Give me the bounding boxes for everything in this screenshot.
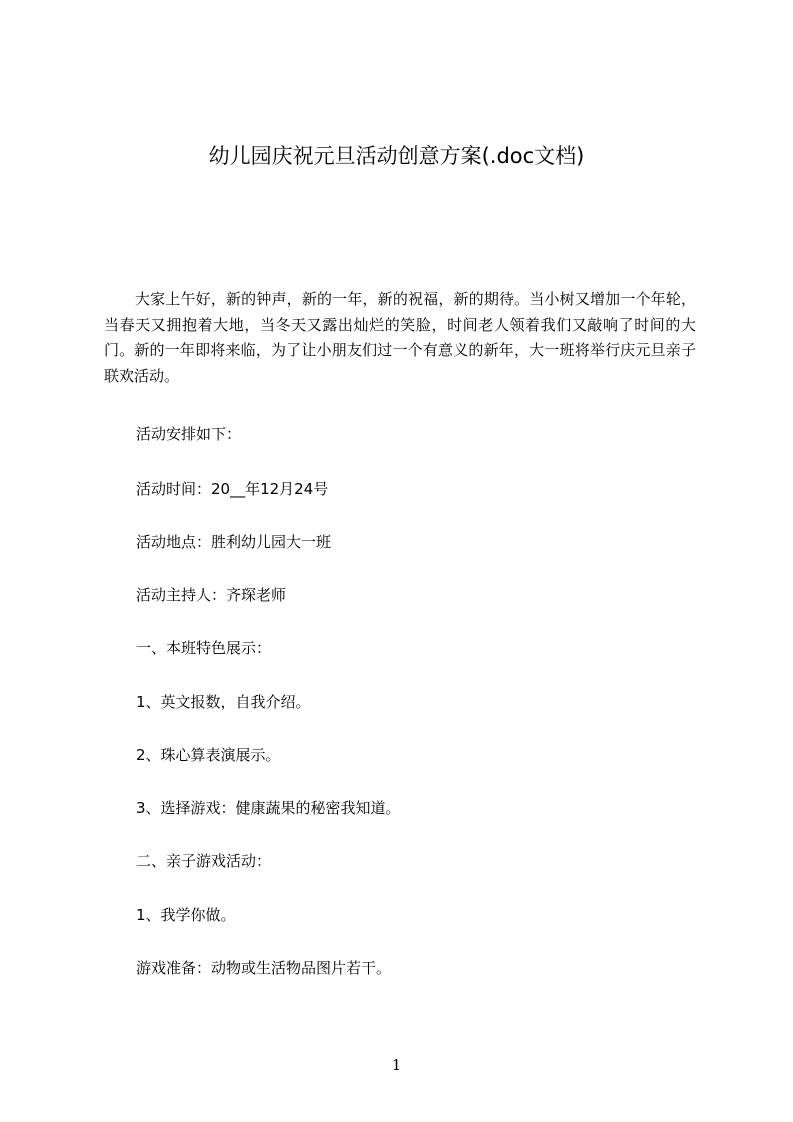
list-item-game-1: 1、我学你做。 (136, 906, 236, 924)
paragraph-schedule-heading: 活动安排如下： (136, 425, 242, 443)
page-number: 1 (391, 1056, 402, 1074)
list-item-showcase-1: 1、英文报数，自我介绍。 (136, 693, 311, 711)
paragraph-activity-time: 活动时间：20__年12月24号 (136, 480, 329, 498)
section-heading-parent-child-games: 二、亲子游戏活动： (136, 852, 272, 870)
intro-paragraph: 大家上午好，新的钟声，新的一年，新的祝福，新的期待。当小树又增加一个年轮，当春天又拥抱着大地，当冬天又露出灿烂的笑脸，时间老人领着我们又敲响了时间的大门。新的一年即将来临，为了让小朋友们过一个有意义的新年，大一班将举行庆元旦亲子联欢活动。 (104, 290, 696, 385)
document-title: 幼儿园庆祝元旦活动创意方案(.doc文档) (208, 144, 585, 168)
section-heading-class-showcase: 一、本班特色展示： (136, 639, 272, 657)
paragraph-activity-host: 活动主持人：齐琛老师 (136, 586, 287, 604)
paragraph-game-preparation: 游戏准备：动物或生活物品图片若干。 (136, 959, 392, 977)
paragraph-activity-location: 活动地点：胜利幼儿园大一班 (136, 533, 332, 551)
list-item-showcase-2: 2、珠心算表演展示。 (136, 746, 281, 764)
list-item-showcase-3: 3、选择游戏：健康蔬果的秘密我知道。 (136, 799, 401, 817)
